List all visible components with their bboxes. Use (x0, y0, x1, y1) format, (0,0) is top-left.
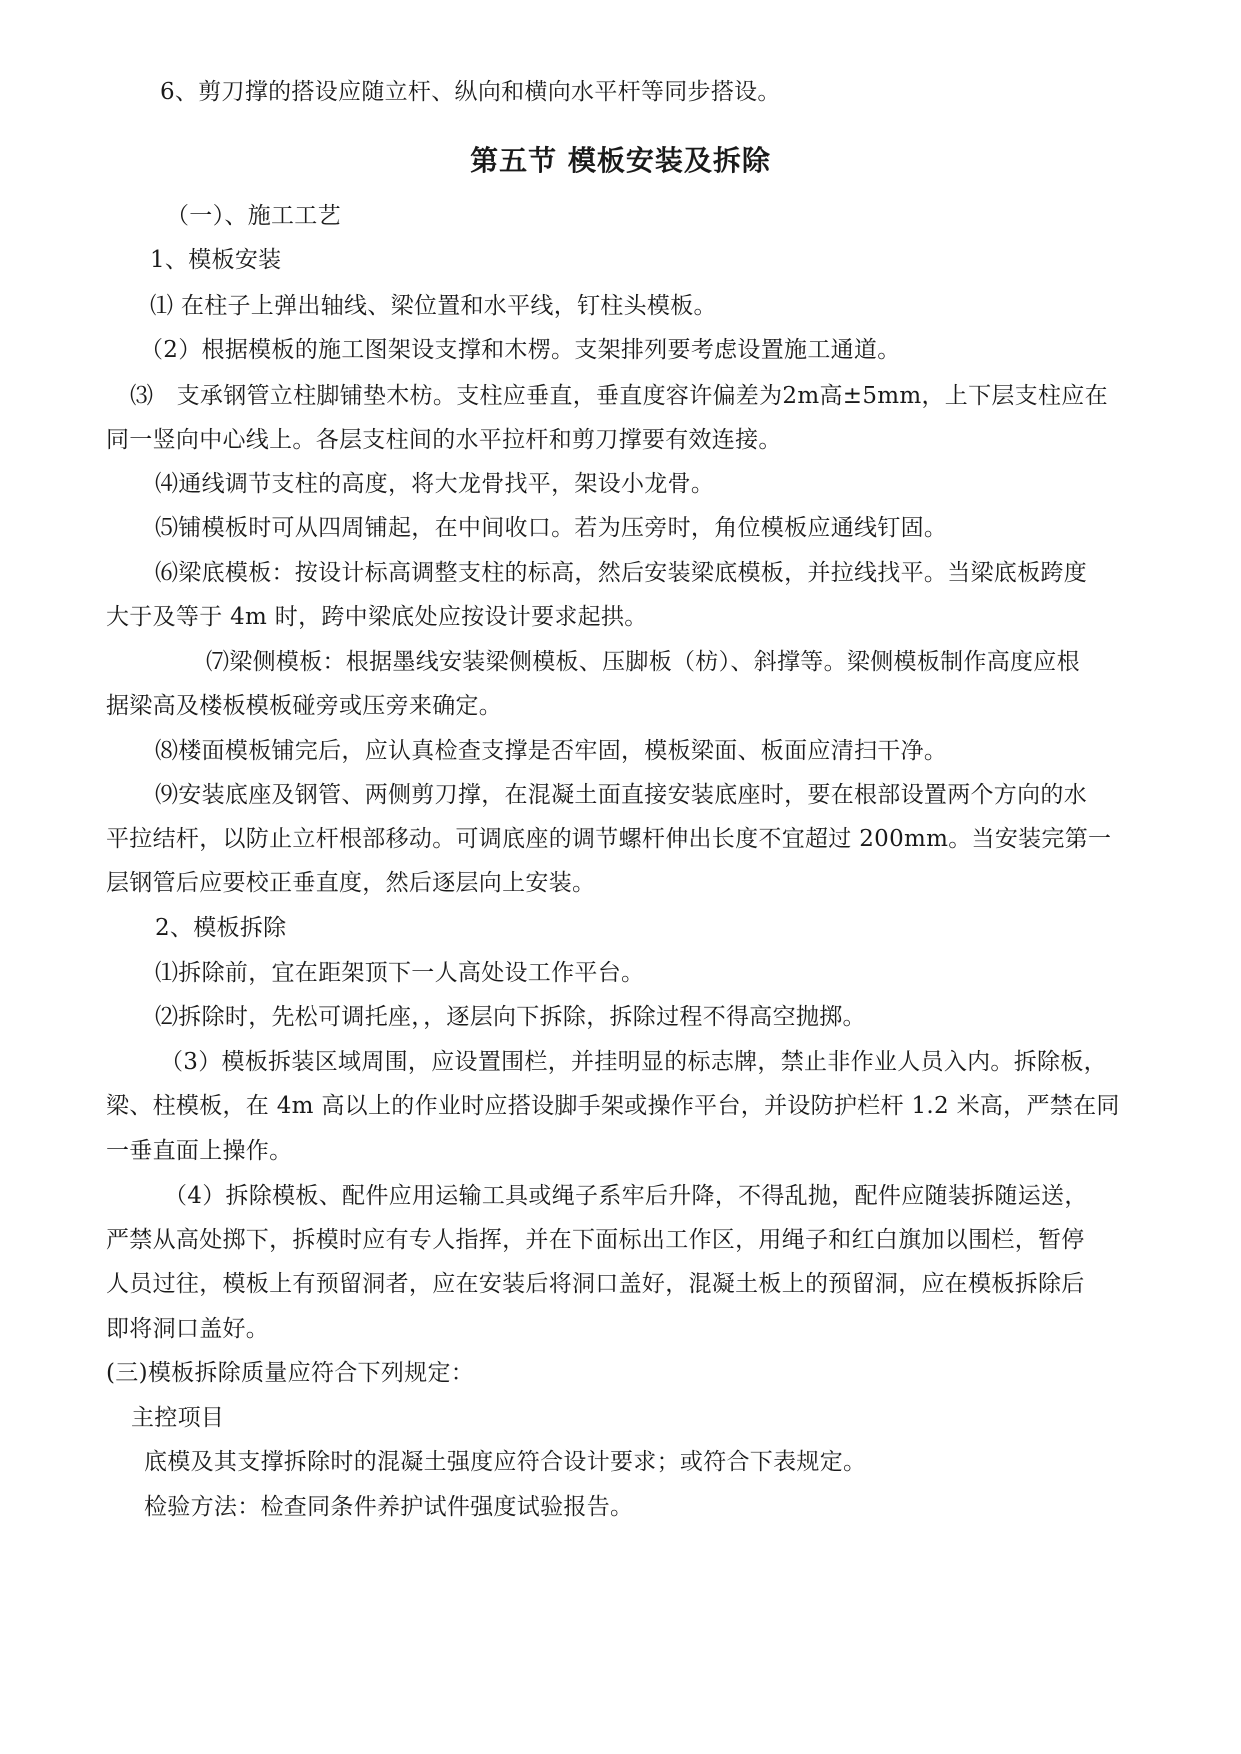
item-heading: 2、模板拆除 (155, 915, 287, 941)
text-line: ⑼安装底座及钢管、两侧剪刀撑，在混凝土面直接安装底座时，要在根部设置两个方向的水 (155, 782, 1087, 808)
subsection-heading: (三)模板拆除质量应符合下列规定： (106, 1360, 475, 1386)
text-line: 即将洞口盖好。 (106, 1316, 270, 1342)
text-line: ⑶ 支承钢管立柱脚铺垫木枋。支柱应垂直，垂直度容许偏差为2m高±5mm，上下层支柱应在 (130, 383, 1108, 409)
text-line: （2）根据模板的施工图架设支撑和木楞。支架排列要考虑设置施工通道。 (140, 337, 901, 363)
item-heading: 主控项目 (131, 1405, 225, 1431)
text-line: ⑸铺模板时可从四周铺起，在中间收口。若为压旁时，角位模板应通线钉固。 (155, 515, 948, 541)
text-line: ⑹梁底模板：按设计标高调整支柱的标高，然后安装梁底模板，并拉线找平。当梁底板跨度 (155, 560, 1087, 586)
item-heading: 1、模板安装 (150, 247, 282, 273)
text-line: 检验方法：检查同条件养护试件强度试验报告。 (144, 1494, 634, 1520)
text-line: 6、剪刀撑的搭设应随立杆、纵向和横向水平杆等同步搭设。 (160, 79, 781, 105)
section-title: 第五节 模板安装及拆除 (470, 144, 771, 177)
text-line: 大于及等于 4m 时，跨中梁底处应按设计要求起拱。 (106, 604, 648, 630)
text-line: ⑷通线调节支柱的高度，将大龙骨找平，架设小龙骨。 (155, 471, 715, 497)
text-line: 平拉结杆，以防止立杆根部移动。可调底座的调节螺杆伸出长度不宜超过 200mm。当安装完第一 (106, 826, 1112, 852)
text-line: 人员过往，模板上有预留洞者，应在安装后将洞口盖好，混凝土板上的预留洞，应在模板拆除后 (106, 1271, 1085, 1297)
text-line: ⑻楼面模板铺完后，应认真检查支撑是否牢固，模板梁面、板面应清扫干净。 (155, 738, 948, 764)
text-line: 严禁从高处掷下，拆模时应有专人指挥，并在下面标出工作区，用绳子和红白旗加以围栏，暂停 (106, 1227, 1085, 1253)
subsection-heading: （一）、施工工艺 (166, 203, 341, 229)
text-line: 同一竖向中心线上。各层支柱间的水平拉杆和剪刀撑要有效连接。 (106, 427, 782, 453)
text-line: （4）拆除模板、配件应用运输工具或绳子系牢后升降，不得乱抛，配件应随装拆随运送， (164, 1183, 1088, 1209)
text-line: ⑴拆除前，宜在距架顶下一人高处设工作平台。 (155, 960, 645, 986)
text-line: 梁、柱模板，在 4m 高以上的作业时应搭设脚手架或操作平台，并设防护栏杆 1.2 米高，严禁在同 (106, 1093, 1120, 1119)
text-line: ⑺梁侧模板：根据墨线安装梁侧模板、压脚板（枋）、斜撑等。梁侧模板制作高度应根 (206, 649, 1080, 675)
text-line: 一垂直面上操作。 (106, 1138, 293, 1164)
text-line: （3）模板拆装区域周围，应设置围栏，并挂明显的标志牌，禁止非作业人员入内。拆除板， (160, 1049, 1107, 1075)
text-line: ⑴ 在柱子上弹出轴线、梁位置和水平线，钉柱头模板。 (150, 293, 717, 319)
text-line: ⑵拆除时，先松可调托座，，逐层向下拆除，拆除过程不得高空抛掷。 (155, 1004, 866, 1030)
text-line: 层钢管后应要校正垂直度，然后逐层向上安装。 (106, 870, 596, 896)
text-line: 底模及其支撑拆除时的混凝土强度应符合设计要求；或符合下表规定。 (144, 1449, 867, 1475)
text-line: 据梁高及楼板模板碰旁或压旁来确定。 (106, 693, 503, 719)
